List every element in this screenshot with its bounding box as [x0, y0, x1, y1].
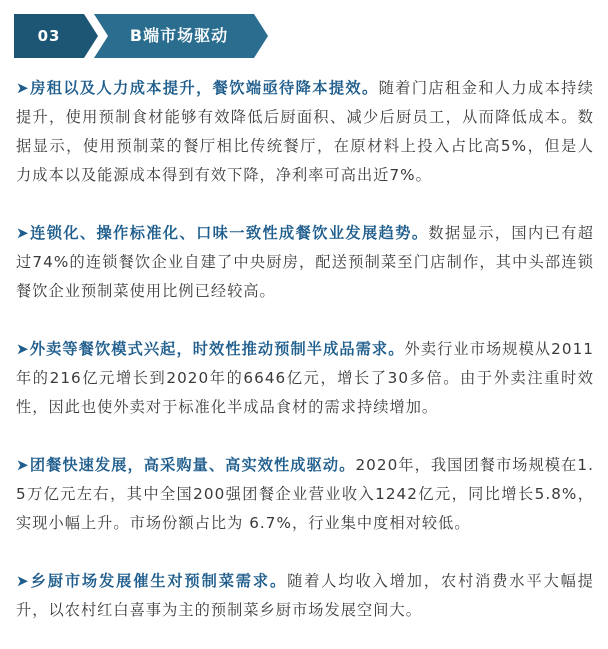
- arrow-bullet-icon: ➤: [16, 79, 30, 97]
- section-header: [14, 14, 268, 58]
- paragraph-lead: 连锁化、操作标准化、口味一致性成餐饮业发展趋势。: [29, 224, 429, 242]
- paragraph-lead: 外卖等餐饮模式兴起，时效性推动预制半成品需求。: [29, 340, 405, 358]
- paragraph-rent-labor-cost: [16, 74, 594, 190]
- arrow-bullet-icon: ➤: [16, 340, 30, 358]
- paragraph-body: 随着门店租金和人力成本持续提升，使用预制食材能够有效降低后厨面积、减少后厨员工，从而降低成本。数据显示，使用预制菜的餐厅相比传统餐厅，在原材料上投入占比高5%，但是人力成本以及能源成本得到有效下降，净利率可高出近7%。: [16, 79, 594, 184]
- paragraph-lead: 团餐快速发展，高采购量、高实效性成驱动。: [29, 456, 356, 474]
- paragraph-takeout: [16, 335, 594, 422]
- arrow-bullet-icon: ➤: [16, 572, 30, 590]
- arrow-bullet-icon: ➤: [16, 456, 30, 474]
- arrow-bullet-icon: ➤: [16, 224, 30, 242]
- paragraph-group-catering: [16, 451, 594, 538]
- paragraph-body: 数据显示，国内已有超过74%的连锁餐饮企业自建了中央厨房，配送预制菜至门店制作，其中头部连锁餐饮企业预制菜使用比例已经较高。: [16, 224, 595, 300]
- paragraph-lead: 房租以及人力成本提升，餐饮端亟待降本提效。: [29, 79, 379, 97]
- paragraph-chain-standardization: [16, 219, 594, 306]
- article-body: [16, 74, 594, 625]
- section-number: 03: [37, 27, 61, 45]
- paragraph-lead: 乡厨市场发展催生对预制菜需求。: [29, 572, 288, 590]
- section-title: B端市场驱动: [129, 26, 229, 45]
- paragraph-rural-catering: [16, 567, 594, 625]
- paragraph-body: 外卖行业市场规模从2011年的216亿元增长到2020年的6646亿元，增长了30多倍。由于外卖注重时效性，因此也使外卖对于标准化半成品食材的需求持续增加。: [16, 340, 594, 416]
- paragraph-body: 2020年，我国团餐市场规模在1.5万亿元左右，其中全国200强团餐企业营业收入1242亿元，同比增长5.8%，实现小幅上升。市场份额占比为 6.7%，行业集中度相对较低。: [16, 456, 595, 532]
- paragraph-body: 随着人均收入增加，农村消费水平大幅提升，以农村红白喜事为主的预制菜乡厨市场发展空间大。: [16, 572, 595, 619]
